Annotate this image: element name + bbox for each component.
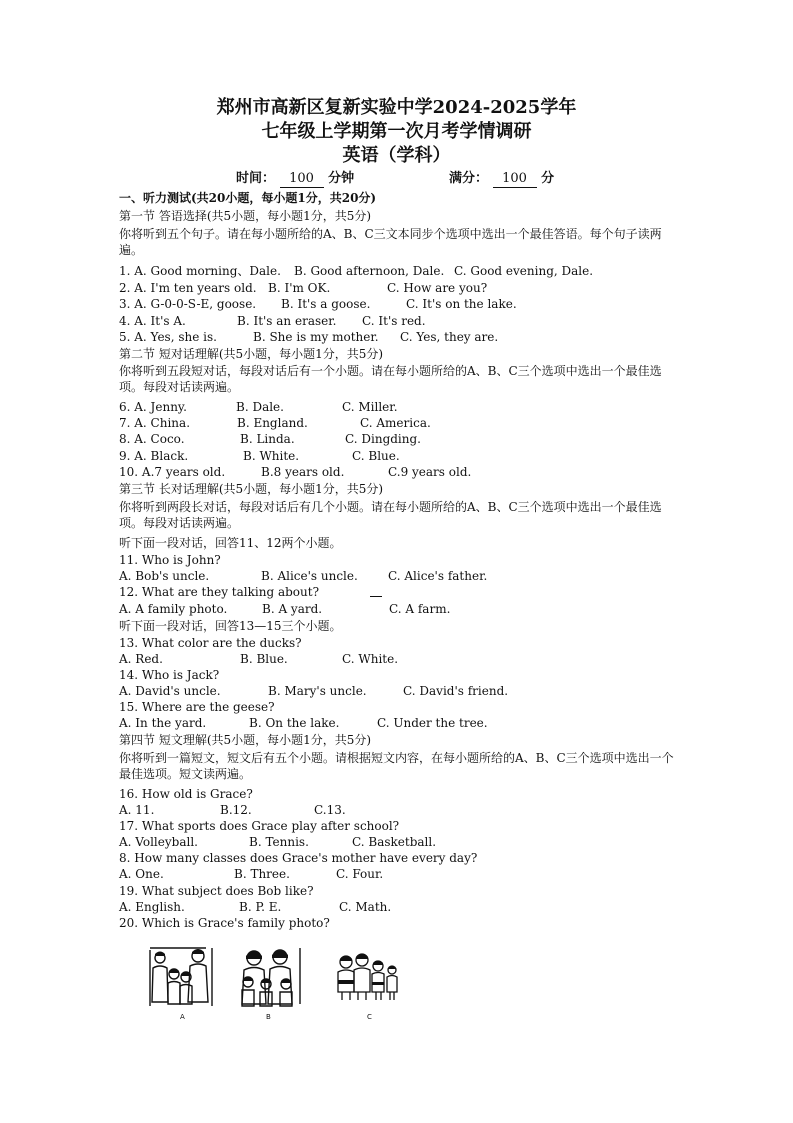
option-c: C. Dingding. [345,432,421,446]
time-unit: 分钟 [328,171,355,186]
section4-instructions: 你将听到一篇短文，短文后有五个小题。请根据短文内容，在每小题所给的A、B、C三个选项中选出一个最佳选项。短文读两遍。 [119,751,674,781]
option-c: C. Under the tree. [377,716,488,730]
option-a: 10. A.7 years old. [119,465,226,479]
option-c: C. Four. [336,867,384,881]
option-a: A. One. [119,867,164,881]
option-c: C. Math. [339,900,392,914]
option-b: B.12. [220,803,252,817]
section3-dialog1-intro: 听下面一段对话，回答11、12两个小题。 [119,536,342,550]
option-c: C. Alice's father. [388,569,488,583]
question-13: 13. What color are the ducks? [119,636,302,650]
option-b: B. A yard. [262,602,323,616]
question-15: 15. Where are the geese? [119,700,275,714]
option-b: B. Tennis. [249,835,309,849]
option-a: 1. A. Good morning、Dale. [119,264,281,278]
family-photo-a [146,944,216,1010]
option-c: C. Miller. [342,400,398,414]
question-16: 16. How old is Grace? [119,787,253,801]
section1-instructions: 你将听到五个句子。请在每小题所给的A、B、C三文本同步个选项中选出一个最佳答语。每个句子读两遍。 [119,227,662,257]
section4-title: 第四节 短文理解(共5小题，每小题1分，共5分) [119,733,372,747]
option-b: B. On the lake. [249,716,340,730]
option-c: C. Good evening, Dale. [454,264,594,278]
time-info [236,171,354,188]
question-18: 8. How many classes does Grace's mother have every day? [119,851,478,865]
option-a: 9. A. Black. [119,449,189,463]
option-a: 4. A. It's A. [119,314,186,328]
option-c: C. Basketball. [352,835,437,849]
part1-heading: 一、听力测试(共20小题，每小题1分，共20分) [119,191,377,205]
time-label: 时间： [236,171,276,186]
option-b: B. It's a goose. [281,297,371,311]
option-a: 7. A. China. [119,416,191,430]
option-c: C. Blue. [352,449,400,463]
option-c: C. A farm. [389,602,451,616]
option-a: A. Volleyball. [119,835,198,849]
family-photo-b [236,944,306,1010]
option-a: A. David's uncle. [119,684,221,698]
option-b: B. Blue. [240,652,288,666]
photo-label-a: A [180,1013,185,1021]
option-b: B. It's an eraser. [237,314,337,328]
option-b: B. Alice's uncle. [261,569,358,583]
option-a: A. Bob's uncle. [119,569,210,583]
score-label: 满分： [449,171,489,186]
section2-title: 第二节 短对话理解(共5小题，每小题1分，共5分) [119,347,384,361]
option-a: A. In the yard. [119,716,207,730]
option-c: C. Yes, they are. [400,330,499,344]
score-info [449,171,554,188]
option-a: 3. A. G-0-0-S-E, goose. [119,297,257,311]
option-b: B. Good afternoon, Dale. [294,264,445,278]
option-b: B. Dale. [236,400,284,414]
option-c: C. America. [360,416,431,430]
photo-label-b: B [266,1013,271,1021]
option-a: A. English. [119,900,185,914]
option-a: A. Red. [119,652,163,666]
option-b: B. Linda. [240,432,295,446]
option-b: B. Mary's uncle. [268,684,367,698]
answer-blank [370,596,382,597]
option-b: B. She is my mother. [253,330,379,344]
question-14: 14. Who is Jack? [119,668,220,682]
option-a: 6. A. Jenny. [119,400,187,414]
option-b: B.8 years old. [261,465,345,479]
photo-label-c: C [367,1013,372,1021]
option-b: B. Three. [234,867,290,881]
section3-dialog2-intro: 听下面一段对话，回答13—15三个小题。 [119,619,342,633]
option-a: 2. A. I'm ten years old. [119,281,257,295]
option-c: C.9 years old. [388,465,472,479]
option-a: 5. A. Yes, she is. [119,330,217,344]
option-b: B. White. [243,449,300,463]
option-c: C. David's friend. [403,684,509,698]
option-a: A. A family photo. [119,602,228,616]
exam-title-school: 郑州市高新区复新实验中学2024-2025学年 [216,97,577,118]
section3-title: 第三节 长对话理解(共5小题，每小题1分，共5分) [119,482,384,496]
exam-title-subject: 英语（学科） [342,145,451,166]
question-19: 19. What subject does Bob like? [119,884,314,898]
option-c: C.13. [314,803,346,817]
score-value: 100 [493,171,537,188]
option-b: B. I'm OK. [268,281,331,295]
option-c: C. It's on the lake. [406,297,517,311]
option-a: A. 11. [119,803,155,817]
question-12: 12. What are they talking about? [119,585,319,599]
time-value: 100 [280,171,324,188]
option-c: C. White. [342,652,399,666]
option-c: C. It's red. [362,314,426,328]
family-photo-c [332,944,402,1010]
question-17: 17. What sports does Grace play after school? [119,819,400,833]
option-a: 8. A. Coco. [119,432,185,446]
question-20: 20. Which is Grace's family photo? [119,916,330,930]
score-unit: 分 [541,171,555,186]
exam-title-grade: 七年级上学期第一次月考学情调研 [261,121,532,142]
option-b: B. England. [237,416,308,430]
option-b: B. P. E. [239,900,282,914]
section2-instructions: 你将听到五段短对话，每段对话后有一个小题。请在每小题所给的A、B、C三个选项中选出一个最佳选项。每段对话读两遍。 [119,364,662,394]
section1-title: 第一节 答语选择(共5小题，每小题1分，共5分) [119,209,372,223]
option-c: C. How are you? [387,281,488,295]
question-11: 11. Who is John? [119,553,221,567]
section3-instructions: 你将听到两段长对话，每段对话后有几个小题。请在每小题所给的A、B、C三个选项中选出一个最佳选项。每段对话读两遍。 [119,500,662,530]
